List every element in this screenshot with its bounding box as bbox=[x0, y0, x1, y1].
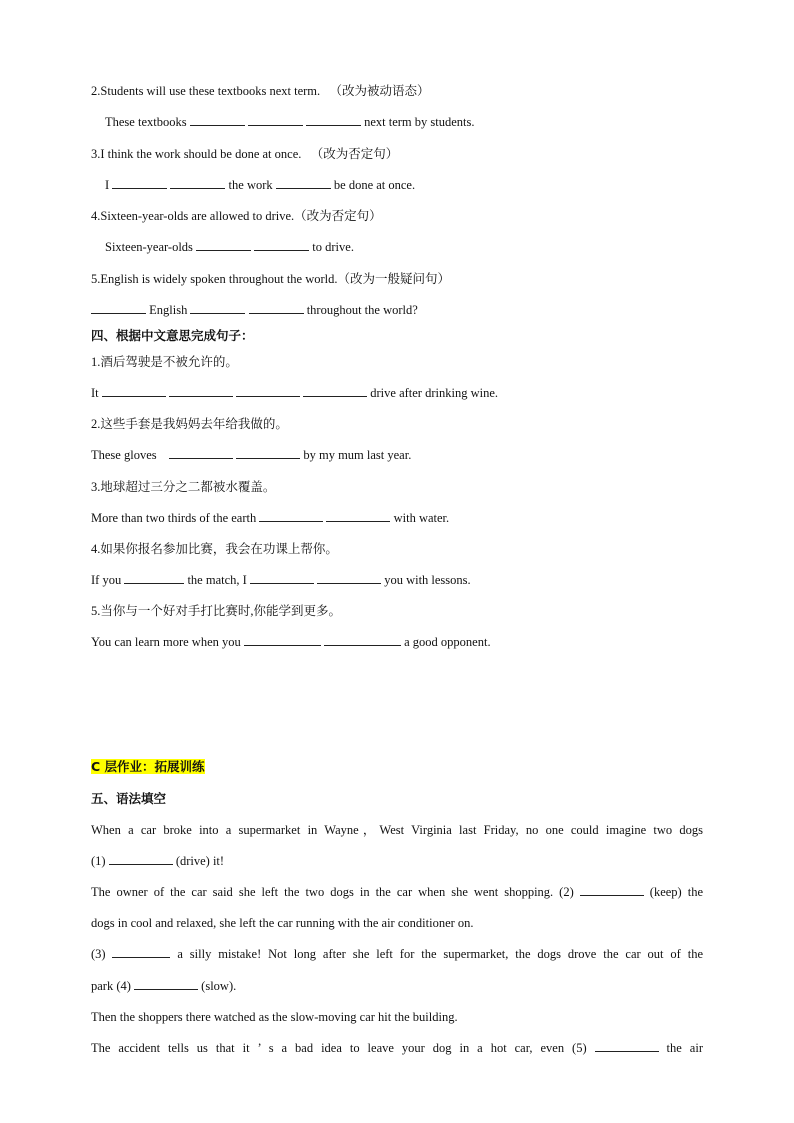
blank[interactable] bbox=[112, 176, 167, 189]
blank[interactable] bbox=[303, 384, 367, 397]
passage-text: (keep) the bbox=[643, 885, 703, 899]
question-4: 4.Sixteen-year-olds are allowed to drive.（改为否定句） bbox=[91, 209, 382, 223]
blank[interactable] bbox=[326, 509, 390, 522]
answer-text: I bbox=[105, 178, 113, 192]
passage-text: park (4) bbox=[91, 979, 135, 993]
sentence-4 bbox=[91, 571, 703, 589]
question-3: 3.I think the work should be done at once. （改为否定句） bbox=[91, 147, 399, 161]
passage-line-6 bbox=[91, 977, 703, 995]
sentence-text: These gloves bbox=[91, 448, 170, 462]
blank[interactable] bbox=[250, 571, 314, 584]
blank[interactable] bbox=[169, 446, 233, 459]
cn-prompt-3: 3.地球超过三分之二都被水覆盖。 bbox=[91, 480, 276, 494]
c-level-label bbox=[91, 758, 703, 776]
passage-line-1: When a car broke into a supermarket in Wayne，West Virginia last Friday, no one could imagine two dogs bbox=[91, 823, 703, 837]
blank-2[interactable] bbox=[580, 883, 644, 896]
question-2: 2.Students will use these textbooks next term. （改为被动语态） bbox=[91, 84, 430, 98]
sentence-text: a good opponent. bbox=[401, 635, 491, 649]
cn-prompt-5: 5.当你与一个好对手打比赛时,你能学到更多。 bbox=[91, 604, 342, 618]
blank[interactable] bbox=[248, 113, 303, 126]
passage-line-4: dogs in cool and relaxed, she left the car running with the air conditioner on. bbox=[91, 916, 474, 930]
passage-line-5 bbox=[91, 945, 703, 963]
answer-4 bbox=[105, 238, 703, 256]
passage-line-3 bbox=[91, 883, 703, 901]
passage-text: (1) bbox=[91, 854, 109, 868]
sentence-text: drive after drinking wine. bbox=[367, 386, 498, 400]
blank[interactable] bbox=[190, 113, 245, 126]
blank[interactable] bbox=[91, 301, 146, 314]
answer-text: the work bbox=[225, 178, 276, 192]
blank-1[interactable] bbox=[109, 852, 173, 865]
passage-line-8 bbox=[91, 1039, 703, 1057]
blank[interactable] bbox=[196, 238, 251, 251]
sentence-text: If you bbox=[91, 573, 125, 587]
sentence-5 bbox=[91, 633, 703, 651]
blank[interactable] bbox=[236, 446, 300, 459]
section-5-heading: 五、语法填空 bbox=[91, 791, 167, 806]
passage-line-7: Then the shoppers there watched as the slow-moving car hit the building. bbox=[91, 1010, 458, 1024]
sentence-1 bbox=[91, 384, 703, 402]
blank-3[interactable] bbox=[112, 945, 170, 958]
blank[interactable] bbox=[317, 571, 381, 584]
sentence-text: More than two thirds of the earth bbox=[91, 511, 260, 525]
blank[interactable] bbox=[124, 571, 184, 584]
sentence-text: with water. bbox=[390, 511, 450, 525]
blank[interactable] bbox=[244, 633, 321, 646]
answer-3 bbox=[105, 176, 703, 194]
passage-text: The accident tells us that it ’ s a bad idea to leave your dog in a hot car, even (5) bbox=[91, 1041, 595, 1055]
blank[interactable] bbox=[259, 509, 323, 522]
blank[interactable] bbox=[102, 384, 166, 397]
section-4-heading: 四、根据中文意思完成句子： bbox=[91, 328, 254, 343]
answer-text: to drive. bbox=[309, 240, 354, 254]
answer-text: next term by students. bbox=[360, 115, 475, 129]
sentence-text: You can learn more when you bbox=[91, 635, 244, 649]
passage-text: a silly mistake! Not long after she left for the supermarket, the dogs drove the car out of the bbox=[170, 947, 703, 961]
cn-prompt-2: 2.这些手套是我妈妈去年给我做的。 bbox=[91, 417, 288, 431]
blank-5[interactable] bbox=[595, 1039, 659, 1052]
blank[interactable] bbox=[190, 301, 245, 314]
passage-text: (slow). bbox=[198, 979, 237, 993]
answer-5 bbox=[91, 301, 703, 319]
passage-line-2 bbox=[91, 852, 703, 870]
sentence-3 bbox=[91, 509, 703, 527]
blank[interactable] bbox=[254, 238, 309, 251]
blank[interactable] bbox=[324, 633, 401, 646]
passage-text: (drive) it! bbox=[172, 854, 225, 868]
answer-text: Sixteen-year-olds bbox=[105, 240, 197, 254]
answer-text: throughout the world? bbox=[303, 303, 418, 317]
sentence-text: by my mum last year. bbox=[300, 448, 412, 462]
answer-2 bbox=[105, 113, 703, 131]
blank[interactable] bbox=[170, 176, 225, 189]
answer-text: English bbox=[146, 303, 191, 317]
blank[interactable] bbox=[249, 301, 304, 314]
answer-text: be done at once. bbox=[330, 178, 416, 192]
passage-text: (3) bbox=[91, 947, 113, 961]
answer-text: These textbooks bbox=[105, 115, 190, 129]
passage-text: the air bbox=[658, 1041, 703, 1055]
blank[interactable] bbox=[169, 384, 233, 397]
sentence-2 bbox=[91, 446, 703, 464]
cn-prompt-4: 4.如果你报名参加比赛，我会在功课上帮你。 bbox=[91, 542, 338, 556]
blank[interactable] bbox=[236, 384, 300, 397]
c-level-label-text: C 层作业：拓展训练 bbox=[91, 759, 205, 774]
sentence-text: It bbox=[91, 386, 102, 400]
blank-4[interactable] bbox=[134, 977, 198, 990]
sentence-text: you with lessons. bbox=[381, 573, 471, 587]
blank[interactable] bbox=[306, 113, 361, 126]
question-5: 5.English is widely spoken throughout the world.（改为一般疑问句） bbox=[91, 272, 451, 286]
blank[interactable] bbox=[276, 176, 331, 189]
sentence-text: the match, I bbox=[184, 573, 250, 587]
cn-prompt-1: 1.酒后驾驶是不被允许的。 bbox=[91, 355, 238, 369]
passage-text: The owner of the car said she left the two dogs in the car when she went shopping. (2) bbox=[91, 885, 580, 899]
